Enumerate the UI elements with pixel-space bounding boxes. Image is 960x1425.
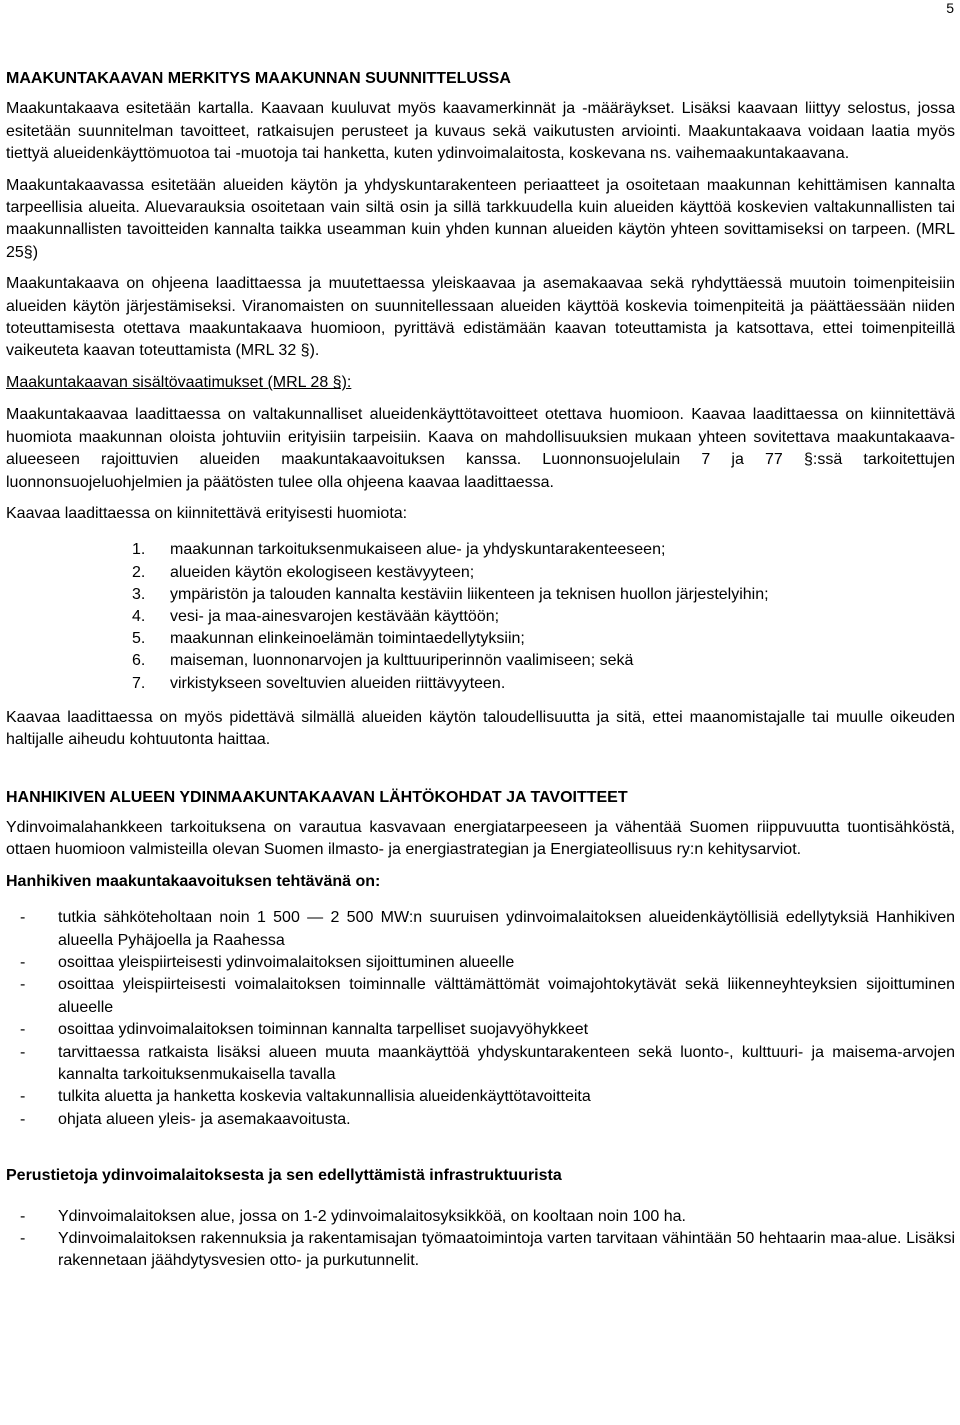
list-item [6, 1042, 955, 1087]
list-dash: - [20, 1021, 26, 1039]
list-dash: - [20, 1207, 26, 1225]
list-item [6, 1019, 955, 1041]
list-text: tarvittaessa ratkaista lisäksi alueen muuta maankäyttöä yhdyskuntarakenteen sekä luonto-, kulttuuri- ja maisema-arvojen kannalta tarkoituksenmukaisella tavalla [58, 1043, 955, 1084]
list-number: 5. [132, 630, 146, 648]
list-number: 1. [132, 541, 146, 559]
paragraph: Kaavaa laadittaessa on kiinnitettävä erityisesti huomiota: [6, 504, 408, 522]
numbered-list [6, 539, 955, 694]
paragraph: Maakuntakaava on ohjeena laadittaessa ja muutettaessa yleiskaavaa ja asemakaavaa sekä ryhdyttäessä muutoin toimenpiteisiin alueiden käytön järjestämiseksi. Viranomaisten on suunnitellessaan alueiden käyttöä koskevia toimenpiteitä ja päättäessään niiden toteuttamisesta otettava maakuntakaava huomioon, pyrittävä edistämään kaavan toteuttamista ja katsottava, ettei toimenpiteillä vaikeuteta kaavan toteuttamista (MRL 32 §). [6, 275, 955, 360]
list-text: alueiden käytön ekologiseen kestävyyteen; [170, 563, 475, 581]
list-item [6, 584, 955, 606]
list-dash: - [20, 976, 26, 994]
list-dash: - [20, 1230, 26, 1248]
list-item [6, 539, 955, 561]
list-text: osoittaa ydinvoimalaitoksen toiminnan kannalta tarpelliset suojavyöhykkeet [58, 1021, 589, 1039]
list-item [6, 974, 955, 1019]
list-text: vesi- ja maa-ainesvarojen kestävään käyttöön; [170, 607, 500, 625]
list-item [6, 952, 955, 974]
list-number: 7. [132, 674, 146, 692]
list-item [6, 628, 955, 650]
paragraph: Kaavaa laadittaessa on myös pidettävä silmällä alueiden käytön taloudellisuutta ja sitä, ettei maanomistajalle tai muulle oikeuden haltijalle aiheudu kohtuutonta haittaa. [6, 708, 955, 749]
list-item [6, 673, 955, 695]
subheading: Hanhikiven maakuntakaavoituksen tehtävänä on: [6, 872, 381, 890]
list-text: Ydinvoimalaitoksen rakennuksia ja rakentamisajan työmaatoimintoja varten tarvitaan vähintään 50 hehtaarin maa-alue. Lisäksi rakennetaan jäähdytysvesien otto- ja purkutunnelit. [58, 1230, 955, 1270]
paragraph: Maakuntakaavaa laadittaessa on valtakunnalliset alueidenkäyttötavoitteet otettava huomioon. Kaavaa laadittaessa on kiinnitettävä huomiota maakunnan oloista johtuviin erityisiin tarpeisiin. Kaava on mahdollisuuksien mukaan yhteen sovitettava maakuntakaava-alueeseen rajoittuvien alueiden maakuntakaavoituksen kanssa. Luonnonsuojelulain 7 ja 77 §:ssä tarkoitettujen luonnonsuojeluohjelmien ja päätösten tulee olla ohjeena kaavaa laadittaessa. [6, 406, 955, 491]
document-body [6, 68, 955, 1283]
spacer [6, 761, 955, 787]
list-text: Ydinvoimalaitoksen alue, jossa on 1-2 ydinvoimalaitosyksikköä, on kooltaan noin 100 ha. [58, 1207, 686, 1225]
list-number: 2. [132, 563, 146, 581]
list-dash: - [20, 1088, 26, 1106]
list-text: tutkia sähköteholtaan noin 1 500 — 2 500 MW:n suuruisen ydinvoimalaitoksen alueidenkäytöllisiä edellytyksiä Hanhikiven alueella Pyhäjoella ja Raahessa [58, 909, 955, 949]
section-heading: MAAKUNTAKAAVAN MERKITYS MAAKUNNAN SUUNNITTELUSSA [6, 70, 511, 87]
list-text: maakunnan tarkoituksenmukaiseen alue- ja yhdyskuntarakenteeseen; [170, 541, 666, 559]
list-dash: - [20, 909, 26, 927]
spacer [6, 1141, 955, 1165]
list-item [6, 1109, 955, 1131]
list-text: ympäristön ja talouden kannalta kestäviin liikenteen ja teknisen huollon järjestelyihin; [170, 585, 769, 603]
paragraph: Ydinvoimalahankkeen tarkoituksena on varautua kasvavaan energiatarpeeseen ja vähentää Suomen riippuvuutta tuontisähköstä, ottaen huomioon valmisteilla olevan Suomen ilmasto- ja energiastrategian ja Energiateollisuus ry:n kehitysarviot. [6, 818, 955, 859]
list-text: virkistykseen soveltuvien alueiden riittävyyteen. [170, 674, 506, 692]
paragraph: Maakuntakaava esitetään kartalla. Kaavaan kuuluvat myös kaavamerkinnät ja -määräykset. Lisäksi kaavaan liittyy selostus, jossa esitetään suunnitelman tavoitteet, ratkaisujen perusteet ja kuvaus sekä vaikutusten arviointi. Maakuntakaava voidaan laatia myös tiettyä alueidenkäyttömuotoa tai -muotoja tai hanketta, kuten ydinvoimalaitosta, koskevana ns. vaihemaakuntakaavana. [6, 100, 955, 163]
list-text: tulkita aluetta ja hanketta koskevia valtakunnallisia alueidenkäyttötavoitteita [58, 1088, 591, 1106]
list-item [6, 1228, 955, 1273]
list-text: osoittaa yleispiirteisesti voimalaitoksen toiminnalle välttämättömät voimajohtokytävät sekä liikenneyhteyksien sijoittuminen alueelle [58, 976, 955, 1016]
dash-list [6, 1206, 955, 1273]
list-number: 6. [132, 652, 146, 670]
list-text: ohjata alueen yleis- ja asemakaavoitusta. [58, 1110, 351, 1128]
dash-list [6, 907, 955, 1131]
subheading: Maakuntakaavan sisältövaatimukset (MRL 28 §): [6, 373, 352, 391]
list-item [6, 907, 955, 952]
list-item [6, 650, 955, 672]
list-text: maakunnan elinkeinoelämän toimintaedellytyksiin; [170, 630, 525, 648]
section-heading: HANHIKIVEN ALUEEN YDINMAAKUNTAKAAVAN LÄHTÖKOHDAT JA TAVOITTEET [6, 788, 628, 806]
page-number: 5 [946, 0, 954, 16]
list-dash: - [20, 1110, 26, 1128]
section-heading: Perustietoja ydinvoimalaitoksesta ja sen edellyttämistä infrastruktuurista [6, 1167, 562, 1185]
list-dash: - [20, 953, 26, 971]
list-item [6, 562, 955, 584]
list-item [6, 606, 955, 628]
list-item [6, 1086, 955, 1108]
list-number: 4. [132, 607, 146, 625]
list-text: osoittaa yleispiirteisesti ydinvoimalaitoksen sijoittuminen alueelle [58, 953, 515, 971]
list-text: maiseman, luonnonarvojen ja kulttuuriperinnön vaalimiseen; sekä [170, 652, 634, 670]
list-dash: - [20, 1043, 26, 1061]
list-item [6, 1206, 955, 1228]
paragraph: Maakuntakaavassa esitetään alueiden käytön ja yhdyskuntarakenteen periaatteet ja osoitetaan maakunnan kehittämisen kannalta tarpeellisia alueita. Aluevarauksia osoitetaan vain siltä osin ja sillä tarkkuudella kuin alueiden käyttöä koskevien valtakunnallisten tai maakunnallisten tavoitteiden kannalta taikka useamman kuin yhden kunnan alueiden käytön yhteen sovittamiseksi on tarpeen. (MRL 25§) [6, 176, 955, 261]
list-number: 3. [132, 585, 146, 603]
